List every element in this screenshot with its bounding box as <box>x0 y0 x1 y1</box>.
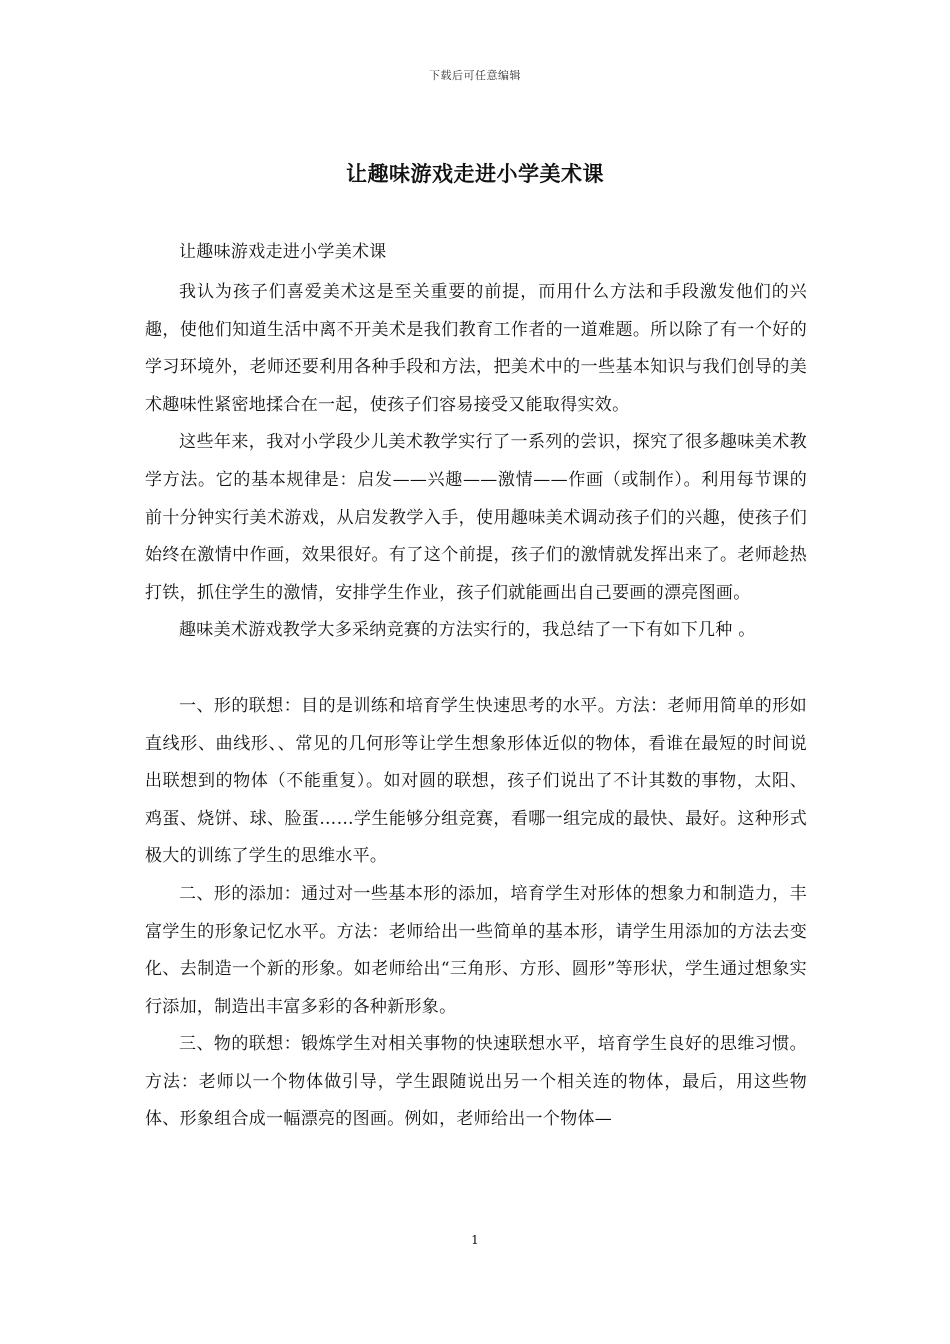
blank-line <box>145 650 807 688</box>
paragraph-subtitle: 让趣味游戏走进小学美术课 <box>179 242 387 262</box>
paragraph-object-association: 三、物的联想：锻炼学生对相关事物的快速联想水平，培育学生良好的思维习惯。方法：老师以一个物体做引导，学生跟随说出另一个相关连的物体，最后，用这些物体、形象组合成一幅漂亮的图画。例如，老师给出一个物体— <box>145 1034 807 1130</box>
paragraph: 我认为孩子们喜爱美术这是至关重要的前提，而用什么方法和手段激发他们的兴趣，使他们知道生活中离不开美术是我们教育工作者的一道难题。所以除了有一个好的学习环境外，老师还要利用各种手段和方法，把美术中的一些基本知识与我们创导的美术趣味性紧密地揉合在一起，使孩子们容易接受又能取得实效。 <box>145 282 807 415</box>
document-body <box>145 236 807 1139</box>
paragraph-shape-addition: 二、形的添加：通过对一些基本形的添加，培育学生对形体的想象力和制造力，丰富学生的形象记忆水平。方法：老师给出一些简单的基本形，请学生用添加的方法去变化、去制造一个新的形象。如老师给出“三角形、方形、圆形”等形状，学生通过想象实行添加，制造出丰富多彩的各种新形象。 <box>145 883 807 1017</box>
paragraph: 趣味美术游戏教学大多采纳竞赛的方法实行的，我总结了一下有如下几种 。 <box>179 620 756 641</box>
page-number: 1 <box>471 1233 479 1247</box>
header-note: 下载后可任意编辑 <box>429 69 521 82</box>
document-title: 让趣味游戏走进小学美术课 <box>346 161 604 186</box>
paragraph: 这些年来，我对小学段少儿美术教学实行了一系列的尝识，探究了很多趣味美术教学方法。它的基本规律是：启发——兴趣——激情——作画（或制作）。利用每节课的前十分钟实行美术游戏，从启发教学入手，使用趣味美术调动孩子们的兴趣，使孩子们始终在激情中作画，效果很好。有了这个前提，孩子们的激情就发挥出来了。老师趁热打铁，抓住学生的激情，安排学生作业，孩子们就能画出自己要画的漂亮图画。 <box>145 432 807 603</box>
paragraph-shape-association: 一、形的联想：目的是训练和培育学生快速思考的水平。方法：老师用简单的形如直线形、曲线形、、常见的几何形等让学生想象形体近似的物体，看谁在最短的时间说出联想到的物体（不能重复）。如对圆的联想，孩子们说出了不计其数的事物，太阳、鸡蛋、烧饼、球、脸蛋……学生能够分组竞赛，看哪一组完成的最快、最好。这种形式极大的训练了学生的思维水平。 <box>145 695 807 867</box>
